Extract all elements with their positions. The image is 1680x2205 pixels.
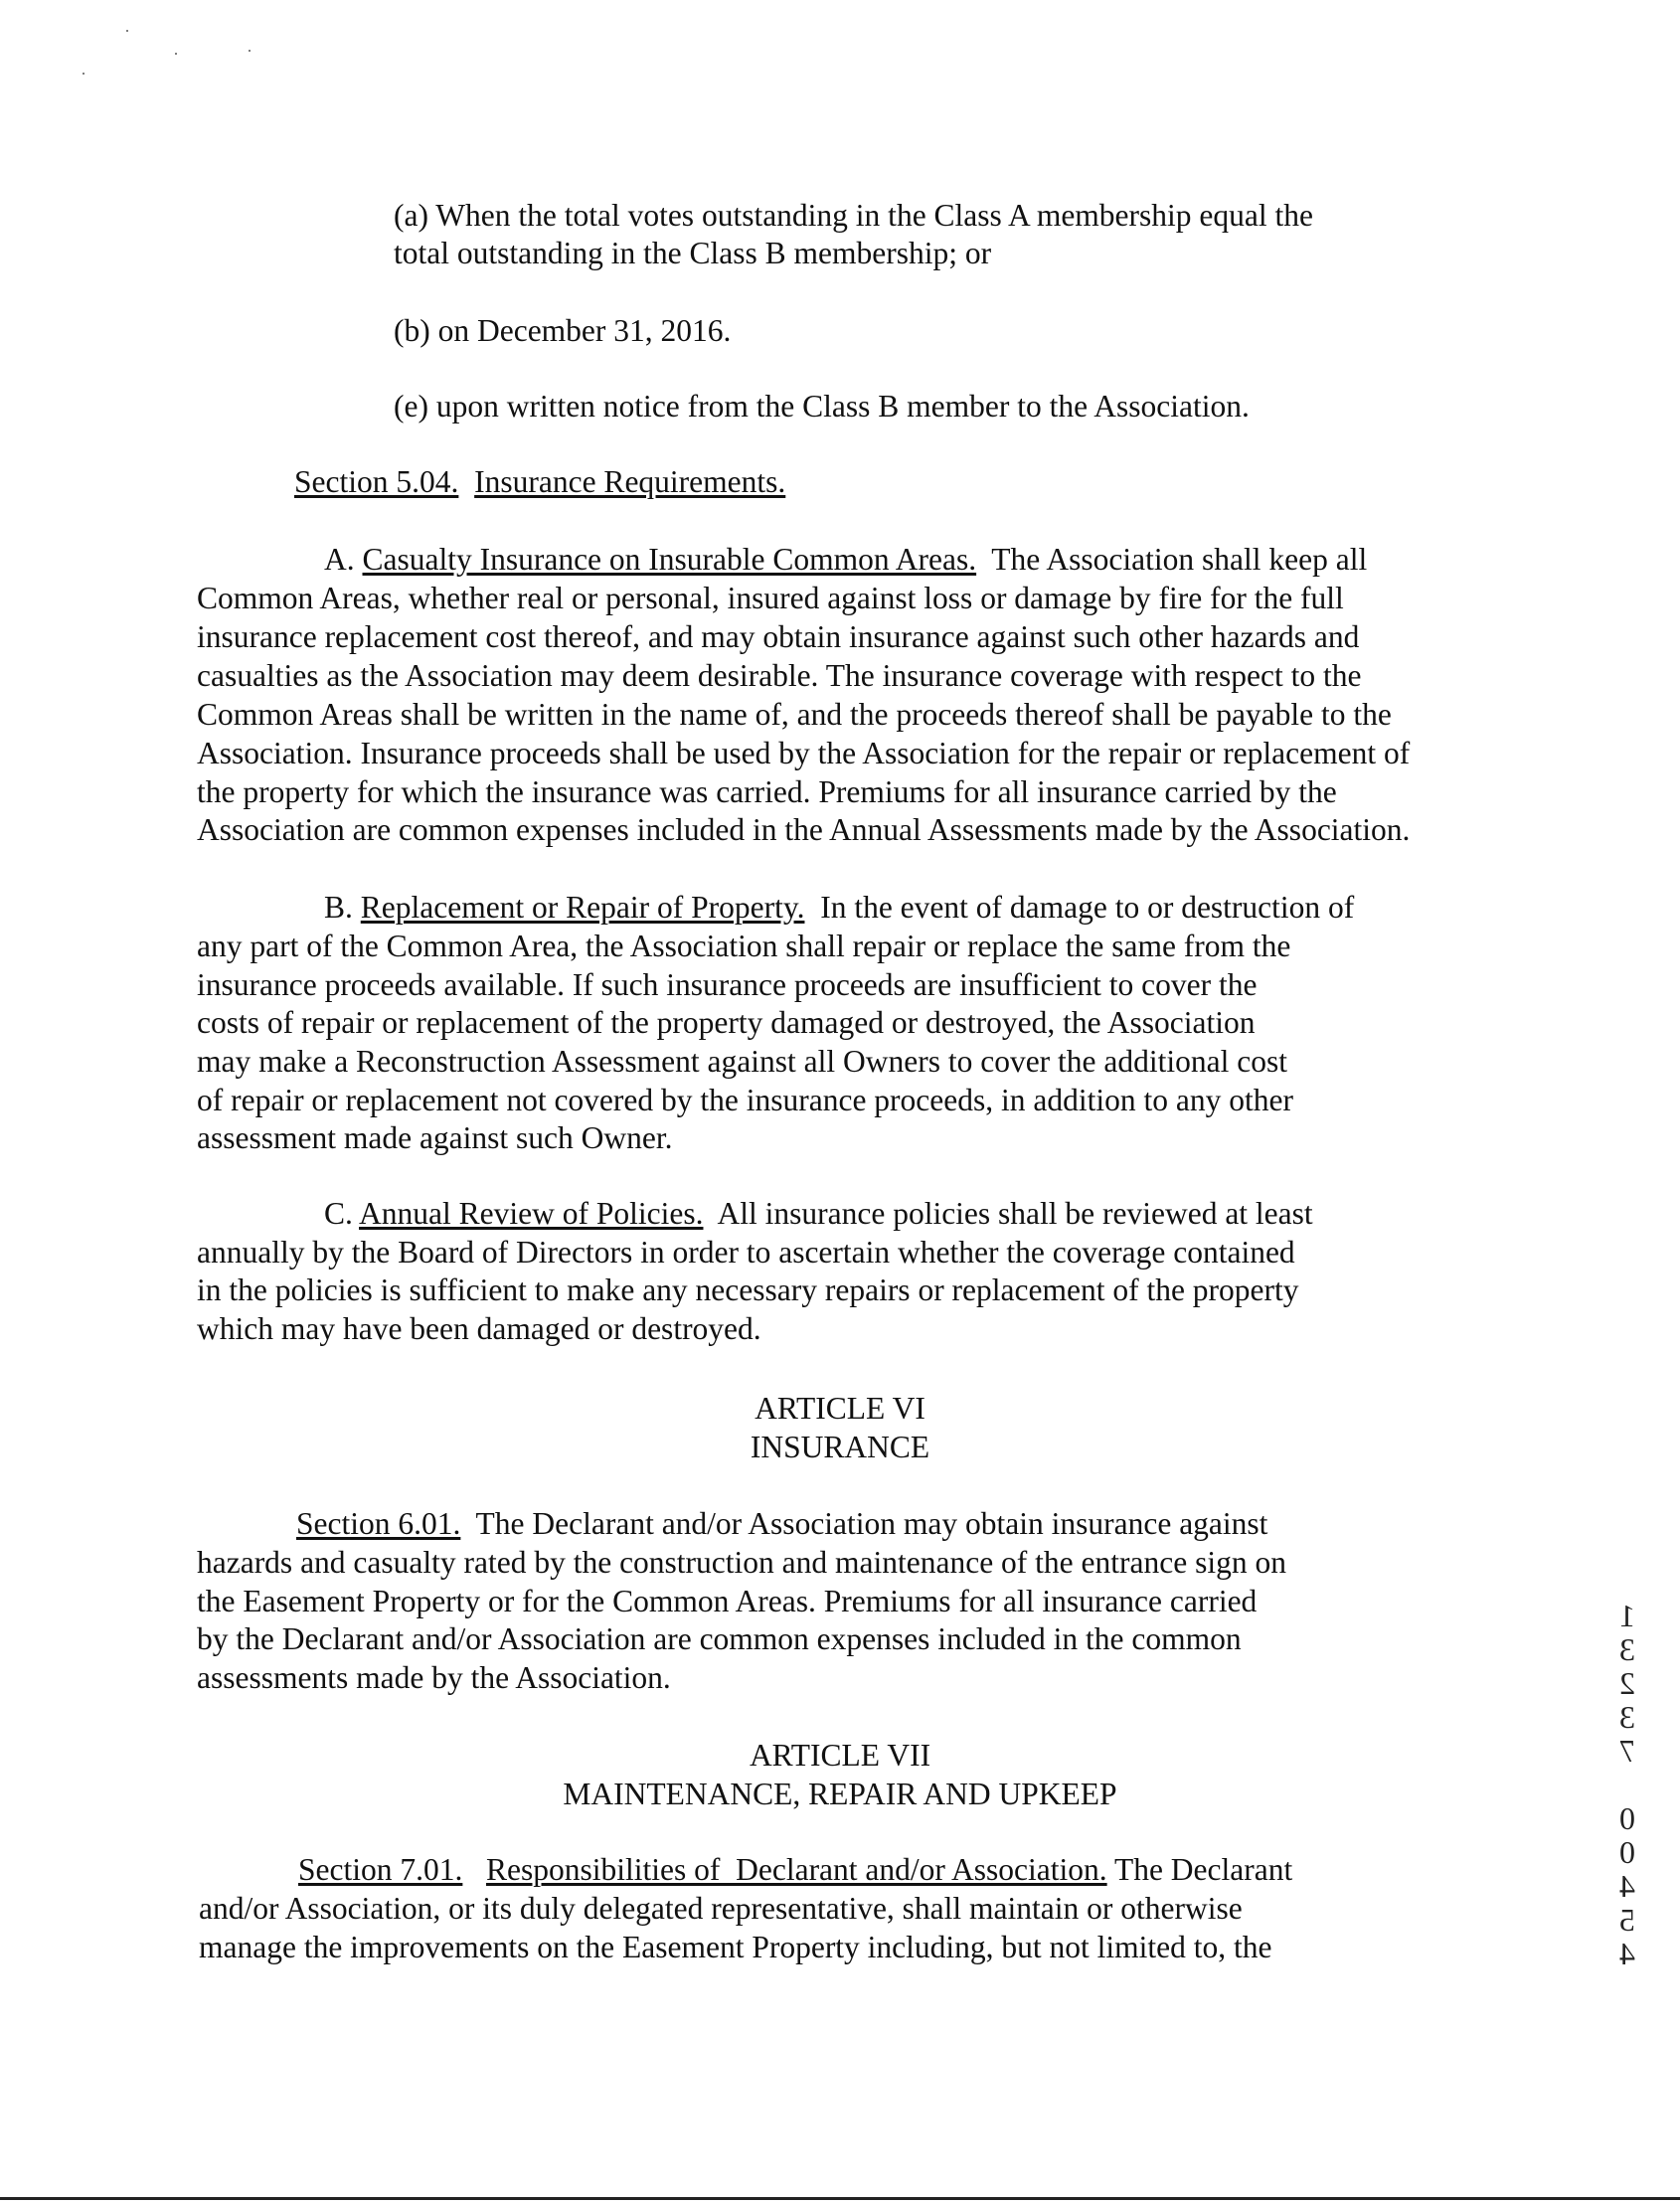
section-number: Section 6.01. <box>296 1506 461 1541</box>
para-heading: Annual Review of Policies. <box>359 1196 704 1231</box>
stamp-digit: 3 <box>1619 1699 1635 1735</box>
stamp-digit: 4 <box>1619 1868 1635 1904</box>
para-heading: Replacement or Repair of Property. <box>360 890 805 925</box>
section-title: Responsibilities of Declarant and/or Association. <box>486 1852 1107 1887</box>
article-7-subtitle: MAINTENANCE, REPAIR AND UPKEEP <box>563 1777 1117 1811</box>
para-A-line: Association. Insurance proceeds shall be used by the Association for the repair or replacement of <box>197 736 1411 770</box>
para-B-line: assessment made against such Owner. <box>197 1120 673 1155</box>
section-6-01-line: assessments made by the Association. <box>197 1660 671 1695</box>
article-6-title: ARTICLE VI <box>755 1391 925 1426</box>
stamp-gap <box>1612 1768 1642 1801</box>
para-b: (b) on December 31, 2016. <box>394 313 732 348</box>
para-C-line: annually by the Board of Directors in order to ascertain whether the coverage contained <box>197 1235 1295 1270</box>
stamp-digit: 1 <box>1619 1598 1635 1633</box>
para-B-line: any part of the Common Area, the Association shall repair or replace the same from the <box>197 929 1291 963</box>
section-7-01-line: manage the improvements on the Easement Property including, but not limited to, the <box>199 1930 1272 1964</box>
section-5-04-heading <box>294 463 785 501</box>
section-7-01-line-1 <box>298 1851 1292 1889</box>
para-label: A. <box>324 542 363 577</box>
para-B-line: insurance proceeds available. If such insurance proceeds are insufficient to cover the <box>197 967 1258 1002</box>
stamp-digit: 4 <box>1619 1936 1635 1971</box>
article-7-title: ARTICLE VII <box>749 1738 931 1773</box>
para-a-line-2: total outstanding in the Class B membership; or <box>394 236 992 270</box>
para-B-line: of repair or replacement not covered by the insurance proceeds, in addition to any other <box>197 1083 1293 1117</box>
para-A-line: the property for which the insurance was carried. Premiums for all insurance carried by the <box>197 774 1337 809</box>
para-B-line: costs of repair or replacement of the property damaged or destroyed, the Association <box>197 1005 1256 1040</box>
para-C-line-1 <box>324 1195 1313 1233</box>
stamp-digit: 2 <box>1619 1665 1635 1701</box>
section-6-01-line-1 <box>296 1505 1267 1543</box>
stamp-digit: 3 <box>1619 1631 1635 1667</box>
para-B-line-1 <box>324 889 1354 927</box>
section-number: Section 5.04. <box>294 464 459 499</box>
scan-speck <box>175 53 177 55</box>
scan-bottom-edge <box>0 2197 1680 2200</box>
para-label: B. <box>324 890 361 925</box>
section-7-01-line: and/or Association, or its duly delegated representative, shall maintain or otherwise <box>199 1891 1243 1926</box>
stamp-digit: 7 <box>1619 1733 1635 1769</box>
scan-speck <box>126 30 128 32</box>
section-6-01-line: the Easement Property or for the Common Areas. Premiums for all insurance carried <box>197 1584 1258 1618</box>
stamp-digit: 0 <box>1619 1800 1635 1836</box>
article-6-subtitle: INSURANCE <box>750 1430 930 1464</box>
section-6-01-line: by the Declarant and/or Association are common expenses included in the common <box>197 1621 1242 1656</box>
para-text: The Declarant and/or Association may obtain insurance against <box>460 1506 1268 1541</box>
para-text: The Declarant <box>1106 1852 1293 1887</box>
para-label: C. <box>324 1196 360 1231</box>
recording-number-stamp <box>1612 1599 1642 1970</box>
section-number: Section 7.01. <box>298 1852 463 1887</box>
section-title: Insurance Requirements. <box>474 464 786 499</box>
scan-speck <box>83 73 84 75</box>
para-a-line-1: (a) When the total votes outstanding in the Class A membership equal the <box>394 198 1313 233</box>
para-text: All insurance policies shall be reviewed at least <box>703 1196 1313 1231</box>
stamp-digit: 5 <box>1619 1902 1635 1938</box>
para-e: (e) upon written notice from the Class B member to the Association. <box>394 389 1250 424</box>
scan-speck <box>249 50 251 52</box>
stamp-digit: 0 <box>1619 1834 1635 1870</box>
para-C-line: which may have been damaged or destroyed. <box>197 1311 761 1346</box>
para-A-line: insurance replacement cost thereof, and may obtain insurance against such other hazards and <box>197 619 1360 654</box>
para-A-line: Common Areas, whether real or personal, insured against loss or damage by fire for the full <box>197 581 1344 615</box>
para-A-line-1 <box>324 541 1367 579</box>
para-C-line: in the policies is sufficient to make any necessary repairs or replacement of the property <box>197 1272 1299 1307</box>
para-A-line: Common Areas shall be written in the name of, and the proceeds thereof shall be payable to the <box>197 697 1392 732</box>
para-A-line: casualties as the Association may deem desirable. The insurance coverage with respect to the <box>197 658 1362 693</box>
para-text: The Association shall keep all <box>976 542 1368 577</box>
para-text: In the event of damage to or destruction of <box>804 890 1355 925</box>
para-A-line: Association are common expenses included in the Annual Assessments made by the Association. <box>197 812 1411 847</box>
section-6-01-line: hazards and casualty rated by the construction and maintenance of the entrance sign on <box>197 1545 1286 1580</box>
para-heading: Casualty Insurance on Insurable Common Areas. <box>362 542 977 577</box>
para-B-line: may make a Reconstruction Assessment against all Owners to cover the additional cost <box>197 1044 1287 1079</box>
